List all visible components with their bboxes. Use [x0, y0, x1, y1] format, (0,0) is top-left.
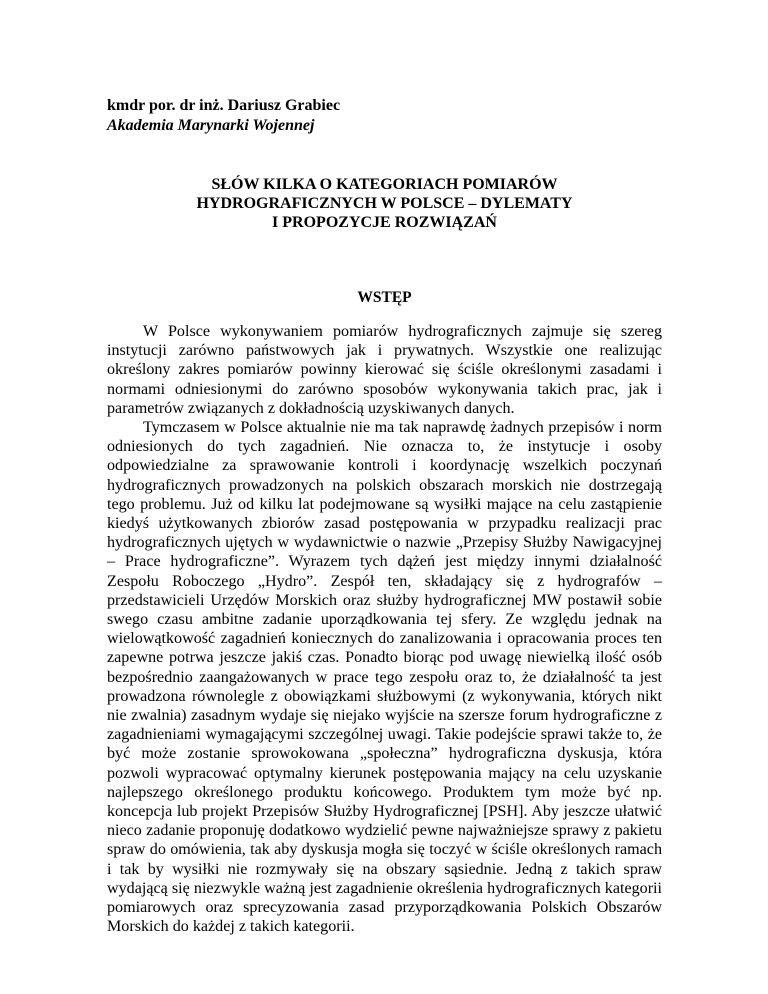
- paragraph: Tymczasem w Polsce aktualnie nie ma tak naprawdę żadnych przepisów i norm odniesionych do tych zagadnień. Nie oznacza to, że instytucje i osoby odpowiedzialne za sprawowanie kontroli i koordynację wszelkich poczynań hydrograficznych prowadzonych na polskich obszarach morskich nie dostrzegają tego problemu. Już od kilku lat podejmowane są wysiłki mające na celu zastąpienie kiedyś użytkowanych zbiorów zasad postępowania w przypadku realizacji prac hydrograficznych ujętych w wydawnictwie o nazwie „Przepisy Służby Nawigacyjnej – Prace hydrograficzne”. Wyrazem tych dążeń jest między innymi działalność Zespołu Roboczego „Hydro”. Zespół ten, składający się z hydrografów – przedstawicieli Urzędów Morskich oraz służby hydrograficznej MW postawił sobie swego czasu ambitne zadanie uporządkowania tej sfery. Ze względu jednak na wielowątkowość zagadnień koniecznych do zanalizowania i opracowania proces ten zapewne potrwa jeszcze jakiś czas. Ponadto biorąc pod uwagę niewielką ilość osób bezpośrednio zaangażowanych w prace tego zespołu oraz to, że działalność ta jest prowadzona równolegle z obowiązkami służbowymi (z wykonywania, których nikt nie zwalnia) zasadnym wydaje się niejako wyjście na szersze forum hydrograficzne z zagadnieniami wymagającymi szczególnej uwagi. Takie podejście sprawi także to, że być może zostanie sprowokowana „społeczna” hydrograficzna dyskusja, która pozwoli wypracować optymalny kierunek postępowania mający na celu uzyskanie najlepszego określonego produktu końcowego. Produktem tym może być np. koncepcja lub projekt Przepisów Służby Hydrograficznej [PSH]. Aby jeszcze ułatwić nieco zadanie proponuję dodatkowo wydzielić pewne najważniejsze sprawy z pakietu spraw do omówienia, tak aby dyskusja mogła się toczyć w ściśle określonych ramach i tak by wysiłki nie rozmywały się na obszary sąsiednie. Jedną z takich spraw wydającą się niezwykle ważną jest zagadnienie określenia hydrograficznych kategorii pomiarowych oraz sprecyzowania zasad przyporządkowania Polskich Obszarów Morskich do każdej z takich kategorii.: [107, 419, 662, 936]
- paper-title: [107, 175, 662, 232]
- paragraph: W Polsce wykonywaniem pomiarów hydrograficznych zajmuje się szereg instytucji zarówno państwowych jak i prywatnych. Wszystkie one realizując określony zakres pomiarów powinny kierować się ściśle określonymi zasadami i normami odniesionymi do zarówno sposobów wykonywania takich prac, jak i parametrów związanych z dokładnością uzyskiwanych danych.: [107, 323, 662, 417]
- title-line: SŁÓW KILKA O KATEGORIACH POMIARÓW: [211, 176, 558, 193]
- author-institution: Akademia Marynarki Wojennej: [107, 117, 315, 134]
- author-name: kmdr por. dr inż. Dariusz Grabiec: [107, 97, 341, 114]
- author-block: [107, 96, 340, 136]
- title-line: HYDROGRAFICZNYCH W POLSCE – DYLEMATY: [196, 195, 573, 212]
- section-heading: WSTĘP: [357, 289, 412, 306]
- body-text: [107, 322, 662, 937]
- title-line: I PROPOZYCJE ROZWIĄZAŃ: [272, 214, 497, 231]
